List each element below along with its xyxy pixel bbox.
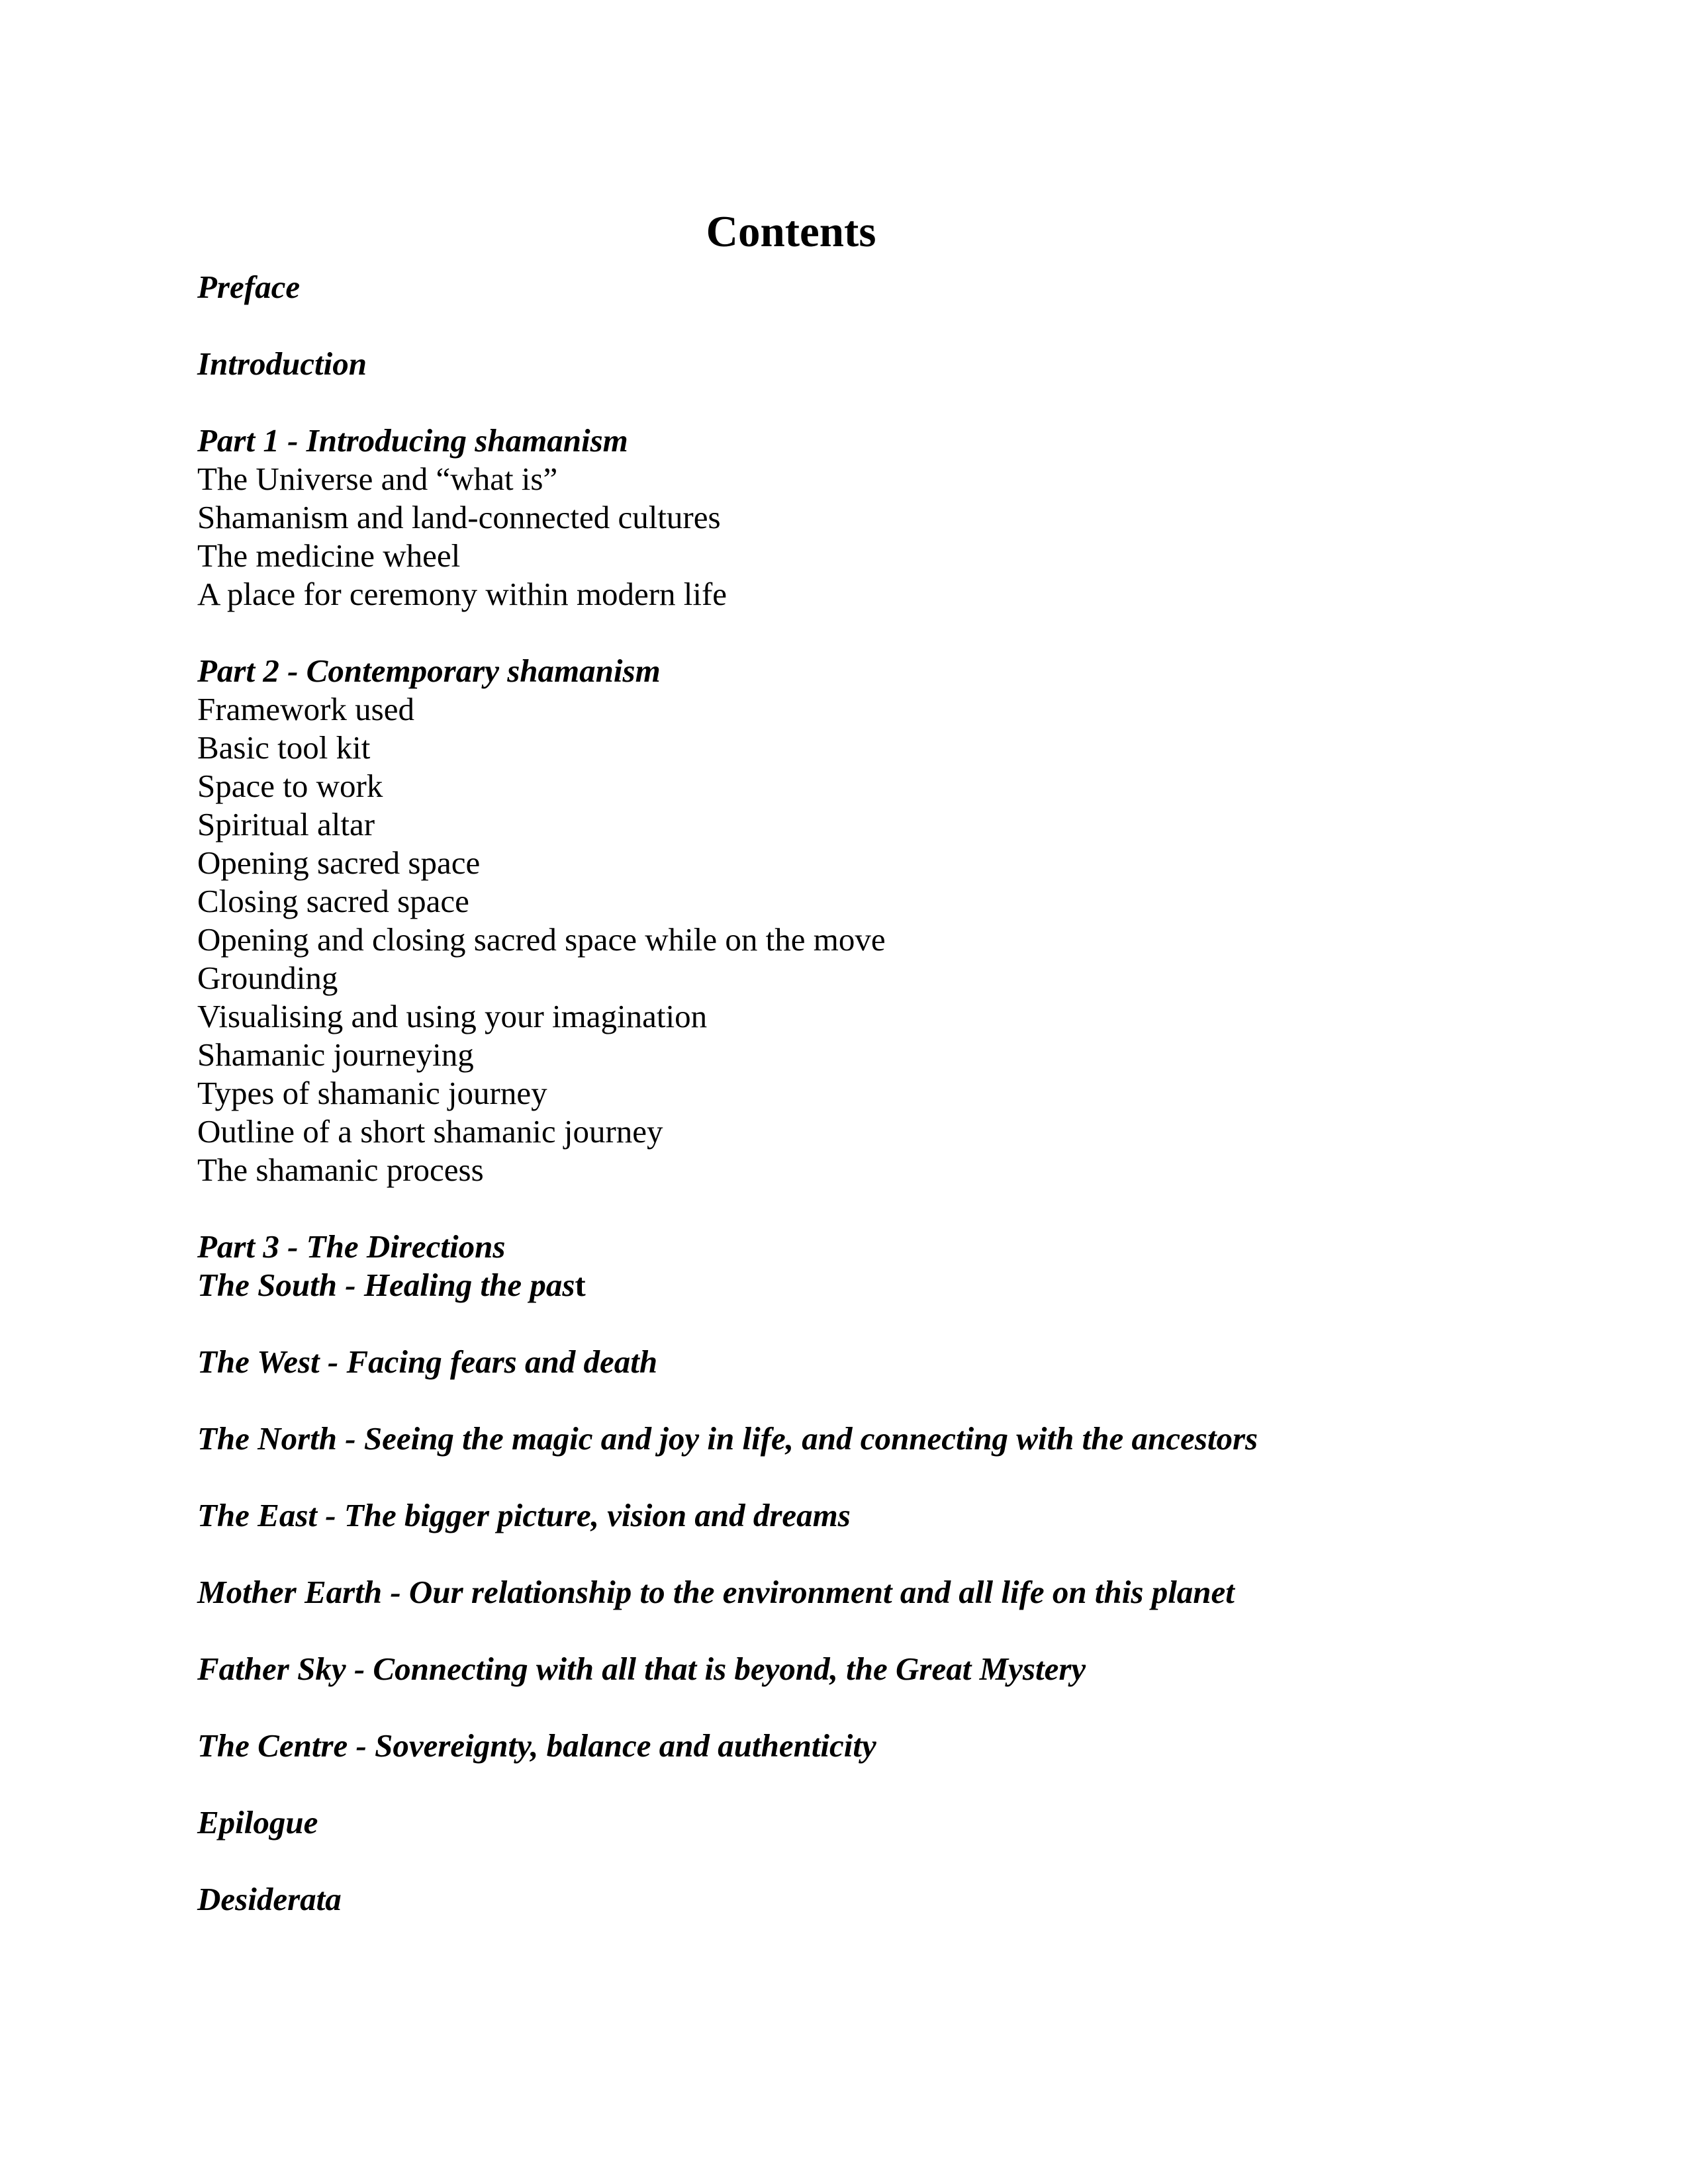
spacer bbox=[197, 1189, 1587, 1228]
toc-part2-heading: Part 2 - Contemporary shamanism bbox=[197, 653, 661, 689]
toc-item: Shamanism and land-connected cultures bbox=[197, 499, 721, 535]
toc-item: Opening sacred space bbox=[197, 844, 481, 881]
toc-item: Outline of a short shamanic journey bbox=[197, 1113, 663, 1150]
toc-centre: The Centre - Sovereignty, balance and authenticity bbox=[197, 1727, 876, 1764]
toc-south-main: The South - Healing the pas bbox=[197, 1267, 575, 1303]
toc-item: Spiritual altar bbox=[197, 806, 375, 842]
toc-item: A place for ceremony within modern life bbox=[197, 576, 727, 612]
spacer bbox=[197, 1688, 1587, 1727]
spacer bbox=[197, 1458, 1587, 1496]
toc-item: The shamanic process bbox=[197, 1152, 484, 1188]
spacer bbox=[197, 1765, 1587, 1803]
toc-father-sky: Father Sky - Connecting with all that is beyond, the Great Mystery bbox=[197, 1651, 1086, 1687]
spacer bbox=[197, 1304, 1587, 1343]
toc-introduction: Introduction bbox=[197, 345, 367, 382]
toc-item: Opening and closing sacred space while on the move bbox=[197, 921, 886, 958]
spacer bbox=[197, 1381, 1587, 1420]
spacer bbox=[197, 614, 1587, 652]
page-title: Contents bbox=[706, 206, 876, 256]
toc-north: The North - Seeing the magic and joy in life, and connecting with the ancestors bbox=[197, 1420, 1258, 1457]
toc-part3-heading: Part 3 - The Directions bbox=[197, 1228, 506, 1265]
toc-mother-earth: Mother Earth - Our relationship to the environment and all life on this planet bbox=[197, 1574, 1235, 1610]
toc-item: Types of shamanic journey bbox=[197, 1075, 547, 1111]
toc-part1-heading: Part 1 - Introducing shamanism bbox=[197, 422, 628, 459]
toc-item: The Universe and “what is” bbox=[197, 461, 558, 497]
spacer bbox=[197, 383, 1587, 422]
toc-preface: Preface bbox=[197, 269, 301, 305]
toc-item: Closing sacred space bbox=[197, 883, 469, 919]
toc-item: Visualising and using your imagination bbox=[197, 998, 708, 1034]
table-of-contents bbox=[197, 268, 1587, 1919]
toc-item: Grounding bbox=[197, 960, 338, 996]
toc-east: The East - The bigger picture, vision and dreams bbox=[197, 1497, 851, 1533]
spacer bbox=[197, 1842, 1587, 1880]
toc-item: Framework used bbox=[197, 691, 414, 727]
toc-epilogue: Epilogue bbox=[197, 1804, 318, 1841]
toc-item: Basic tool kit bbox=[197, 729, 371, 766]
toc-item: Shamanic journeying bbox=[197, 1036, 474, 1073]
spacer bbox=[197, 306, 1587, 345]
spacer bbox=[197, 1535, 1587, 1573]
toc-desiderata: Desiderata bbox=[197, 1881, 342, 1917]
toc-south bbox=[197, 1266, 1587, 1304]
spacer bbox=[197, 1612, 1587, 1650]
toc-west: The West - Facing fears and death bbox=[197, 1343, 658, 1380]
toc-south-tail: t bbox=[575, 1267, 586, 1303]
toc-item: Space to work bbox=[197, 768, 383, 804]
toc-item: The medicine wheel bbox=[197, 537, 461, 574]
